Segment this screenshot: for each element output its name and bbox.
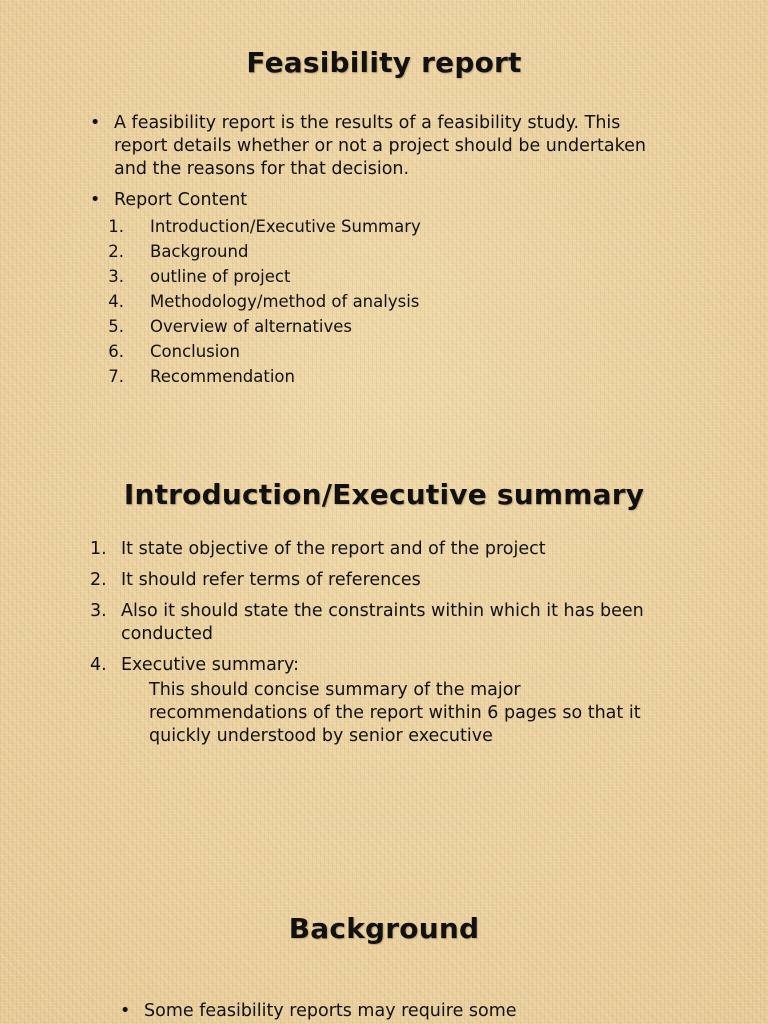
list-item (108, 364, 650, 389)
list-number: 7. (108, 367, 124, 386)
list-number: 6. (108, 342, 124, 361)
list-text: Background (150, 242, 249, 261)
list-text: outline of project (150, 267, 291, 286)
numbered-list (90, 538, 660, 756)
list-number: 3. (90, 601, 107, 621)
bullet-item (120, 1000, 680, 1023)
bullet-marker: • (120, 1001, 131, 1021)
list-text: It state objective of the report and of the project (121, 539, 546, 559)
list-number: 1. (108, 217, 124, 236)
slide-title: Background (288, 912, 480, 945)
list-item (108, 339, 650, 364)
bullet-item (90, 112, 650, 181)
list-item (90, 538, 660, 561)
list-item (108, 239, 650, 264)
list-text: Also it should state the constraints within which it has been conducted (121, 601, 644, 644)
bullet-item (90, 189, 650, 389)
list-number: 2. (90, 570, 107, 590)
list-number: 3. (108, 267, 124, 286)
bullet-text: Some feasibility reports may require some (144, 1001, 517, 1021)
slide-background (0, 880, 768, 1024)
bullet-marker: • (90, 190, 101, 210)
list-number: 2. (108, 242, 124, 261)
executive-summary-note: This should concise summary of the major recommendations of the report within 6 pages so that it quickly understood by senior executive (149, 680, 641, 746)
list-text: It should refer terms of references (121, 570, 421, 590)
list-item (108, 214, 650, 239)
list-item (108, 314, 650, 339)
slide-feasibility-report (0, 0, 768, 420)
list-text: Introduction/Executive Summary (150, 217, 421, 236)
bullet-list (90, 112, 650, 397)
list-number: 4. (108, 292, 124, 311)
list-item (108, 289, 650, 314)
bullet-text: Report Content (114, 190, 248, 210)
list-text: Methodology/method of analysis (150, 292, 420, 311)
bullet-marker: • (90, 113, 101, 133)
slide-title: Introduction/Executive summary (123, 478, 645, 511)
report-content-list (108, 214, 650, 389)
list-text: Conclusion (150, 342, 240, 361)
bullet-list (120, 1000, 680, 1023)
list-number: 5. (108, 317, 124, 336)
slide-title: Feasibility report (246, 46, 522, 79)
slide-introduction-executive-summary (0, 440, 768, 820)
list-number: 4. (90, 655, 107, 675)
list-number: 1. (90, 539, 107, 559)
list-item (90, 600, 660, 646)
bullet-text: A feasibility report is the results of a feasibility study. This report details whether or not a project should be undertaken and the reasons for that decision. (114, 113, 646, 179)
list-text: Recommendation (150, 367, 295, 386)
list-text: Executive summary: (121, 655, 299, 675)
list-text: Overview of alternatives (150, 317, 353, 336)
list-item (108, 264, 650, 289)
list-item (90, 569, 660, 592)
list-item (90, 654, 660, 748)
